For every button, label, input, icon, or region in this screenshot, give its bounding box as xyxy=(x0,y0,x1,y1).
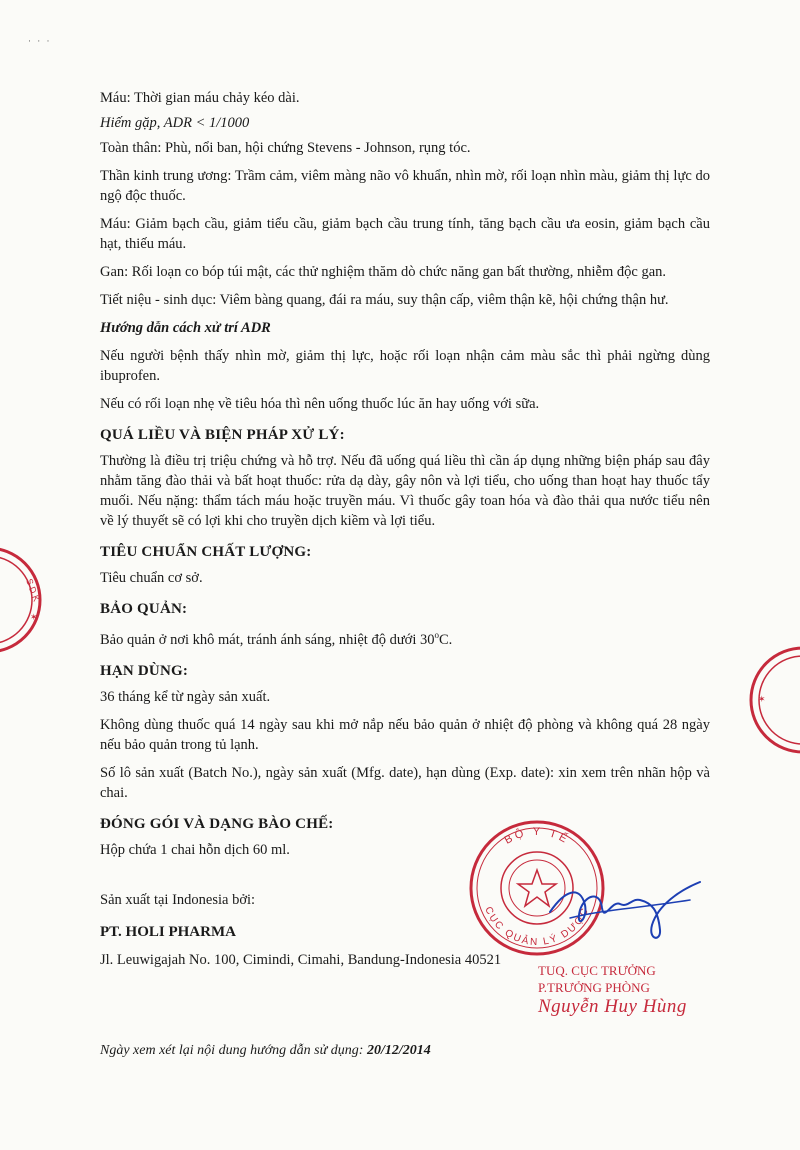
storage-heading: BẢO QUẢN: xyxy=(100,601,188,617)
paragraph-whole-body: Toàn thân: Phù, nổi ban, hội chứng Stevens - Johnson, rụng tóc. xyxy=(100,140,471,156)
paragraph-digestion: Nếu có rối loạn nhẹ về tiêu hóa thì nên uống thuốc lúc ăn hay uống với sữa. xyxy=(100,396,540,412)
svg-text:CỤC QUẢN LÝ DƯỢC: CỤC QUẢN LÝ DƯỢC xyxy=(482,905,592,949)
review-date-line: Ngày xem xét lại nội dung hướng dẫn sử dụng: 20/12/2014 xyxy=(100,1043,431,1058)
paragraph-batch-info: Số lô sản xuất (Batch No.), ngày sản xuất (Mfg. date), hạn dùng (Exp. date): xin xem trên nhãn hộp và chai. xyxy=(100,764,710,801)
svg-text:BỘ Y TẾ: BỘ Y TẾ xyxy=(502,825,572,847)
adr-management-heading: Hướng dẫn cách xử trí ADR xyxy=(100,320,271,336)
paragraph-shelf-life: 36 tháng kể từ ngày sản xuất. xyxy=(100,688,271,705)
paragraph-quality: Tiêu chuẩn cơ sở. xyxy=(100,570,203,586)
paragraph-overdose: Thường là điều trị triệu chứng và hỗ trợ. Nếu đã uống quá liều thì cần áp dụng những biện pháp sau đây nhằm tăng đào thải và bất hoạt thuốc: rửa dạ dày, gây nôn và lợi tiểu, cho uống than hoạt hay thuốc tẩy muối. Nếu nặng: thẩm tách máu hoặc truyền máu. Vì thuốc gây toan hóa và đào thải qua nước tiểu nên về lý thuyết sẽ có lợi khi cho truyền dịch kiềm và lợi tiểu. xyxy=(100,453,710,529)
paragraph-urogenital: Tiết niệu - sinh dục: Viêm bàng quang, đái ra máu, suy thận cấp, viêm thận kẽ, hội chứng thận hư. xyxy=(100,292,669,308)
corner-marks: · · · xyxy=(28,36,52,46)
stamp-right-partial xyxy=(728,640,800,760)
svg-text:✶: ✶ xyxy=(758,694,766,704)
signature-subtitle: P.TRƯỞNG PHÒNG xyxy=(538,980,650,995)
signature xyxy=(540,870,710,950)
svg-text:S D K: S D K xyxy=(24,577,42,603)
paragraph-rare-adr: Hiếm gặp, ADR < 1/1000 xyxy=(100,115,250,131)
expiry-heading: HẠN DÙNG: xyxy=(100,662,189,679)
company-name: PT. HOLI PHARMA xyxy=(100,923,236,940)
paragraph-cns: Thần kinh trung ương: Trầm cảm, viêm màng não vô khuẩn, nhìn mờ, rối loạn nhìn màu, giảm thị lực do ngộ độc thuốc. xyxy=(100,168,710,204)
paragraph-liver: Gan: Rối loạn co bóp túi mật, các thử nghiệm thăm dò chức năng gan bất thường, nhiễm độc gan. xyxy=(100,264,667,280)
signature-block xyxy=(538,962,728,1018)
paragraph-manufactured-by: Sản xuất tại Indonesia bởi: xyxy=(100,891,256,908)
paragraph-after-opening: Không dùng thuốc quá 14 ngày sau khi mở nắp nếu bảo quản ở nhiệt độ phòng và không quá 28 ngày nếu bảo quản trong tủ lạnh. xyxy=(100,716,710,753)
paragraph-packaging: Hộp chứa 1 chai hỗn dịch 60 ml. xyxy=(100,841,290,858)
svg-text:✶: ✶ xyxy=(30,612,38,622)
paragraph-storage: Bảo quản ở nơi khô mát, tránh ánh sáng, nhiệt độ dưới 30$^o$C. xyxy=(100,630,453,648)
packaging-heading: ĐÓNG GÓI VÀ DẠNG BÀO CHẾ: xyxy=(100,815,334,832)
company-address: Jl. Leuwigajah No. 100, Cimindi, Cimahi, Bandung-Indonesia 40521 xyxy=(100,951,502,968)
paragraph-blood-2: Máu: Giảm bạch cầu, giảm tiểu cầu, giảm bạch cầu trung tính, tăng bạch cầu ưa eosin, giảm bạch cầu hạt, thiếu máu. xyxy=(100,216,710,252)
overdose-heading: QUÁ LIỀU VÀ BIỆN PHÁP XỬ LÝ: xyxy=(100,427,345,443)
paragraph-blood: Máu: Thời gian máu chảy kéo dài. xyxy=(100,90,300,106)
quality-heading: TIÊU CHUẨN CHẤT LƯỢNG: xyxy=(100,544,312,560)
signature-title: TUQ. CỤC TRƯỞNG xyxy=(538,963,656,978)
signature-name: Nguyễn Huy Hùng xyxy=(538,996,687,1017)
document-body xyxy=(100,88,710,970)
paragraph-vision: Nếu người bệnh thấy nhìn mờ, giảm thị lực, hoặc rối loạn nhận cảm màu sắc thì phải ngừng dùng ibuprofen. xyxy=(100,348,710,384)
stamp-left-partial xyxy=(0,540,58,660)
